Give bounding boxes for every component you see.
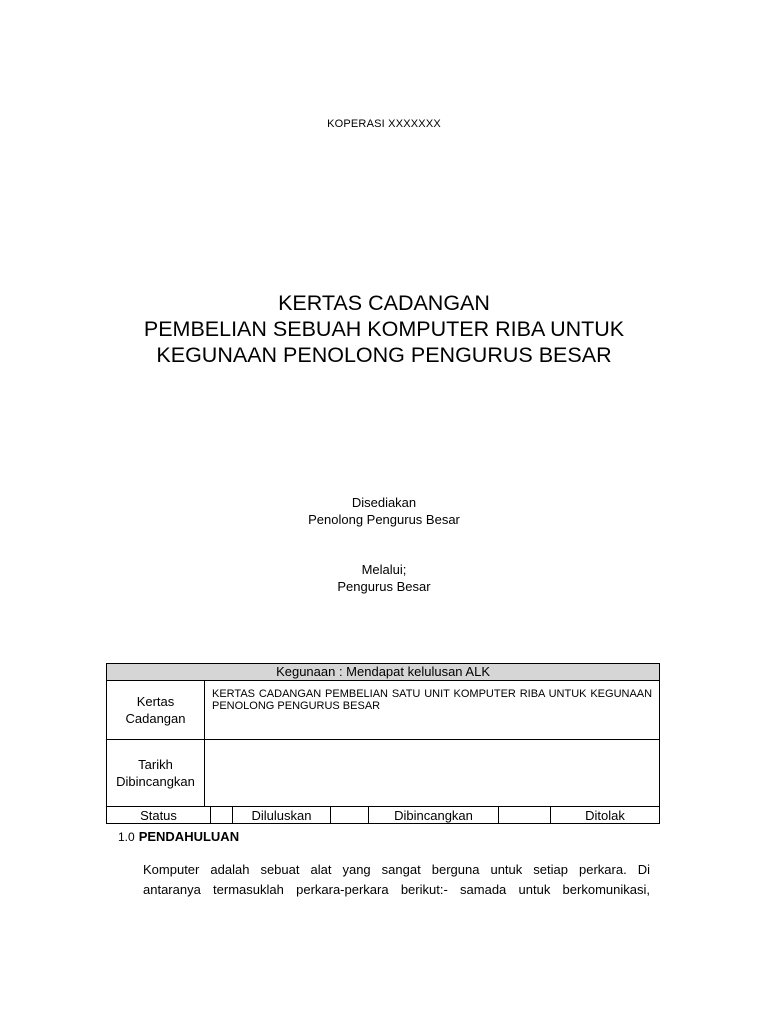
- paper-label-line-2: Cadangan: [125, 711, 186, 726]
- date-label: [107, 740, 205, 807]
- via-label: Melalui;: [361, 562, 407, 577]
- paragraph-line-1: Komputer adalah sebuat alat yang sangat berguna untuk setiap perkara. Di: [143, 862, 650, 877]
- section-title: PENDAHULUAN: [138, 829, 240, 844]
- document-title: [0, 290, 768, 368]
- title-line-1: KERTAS CADANGAN: [278, 291, 490, 315]
- date-label-line-1: Tarikh: [138, 757, 173, 772]
- title-line-2: PEMBELIAN SEBUAH KOMPUTER RIBA UNTUK: [143, 317, 625, 341]
- status-approved-label: Diluluskan: [233, 807, 331, 824]
- date-value[interactable]: [205, 740, 660, 807]
- status-label: Status: [107, 807, 211, 824]
- section-heading: [118, 829, 239, 845]
- via-by: Pengurus Besar: [337, 579, 431, 594]
- status-discussed-label: Dibincangkan: [369, 807, 499, 824]
- status-rejected-label: Ditolak: [551, 807, 660, 824]
- section-number: 1.0: [118, 830, 135, 844]
- prepared-label: Disediakan: [351, 495, 417, 510]
- prepared-by: Penolong Pengurus Besar: [308, 512, 460, 527]
- paragraph-line-2: antaranya termasuklah perkara-perkara berikut:- samada untuk berkomunikasi,: [143, 882, 650, 897]
- status-rejected-checkbox[interactable]: [499, 807, 551, 824]
- paper-label: [107, 681, 205, 740]
- status-discussed-checkbox[interactable]: [331, 807, 369, 824]
- via-block: [0, 561, 768, 595]
- date-label-line-2: Dibincangkan: [116, 774, 195, 789]
- status-approved-checkbox[interactable]: [211, 807, 233, 824]
- paper-value: KERTAS CADANGAN PEMBELIAN SATU UNIT KOMPUTER RIBA UNTUK KEGUNAAN PENOLONG PENGURUS BESAR: [205, 681, 660, 740]
- intro-paragraph: [143, 860, 650, 900]
- title-line-3: KEGUNAAN PENOLONG PENGURUS BESAR: [156, 343, 612, 367]
- prepared-by-block: [0, 494, 768, 528]
- purpose-header: Kegunaan : Mendapat kelulusan ALK: [107, 664, 660, 681]
- organization-name: KOPERASI XXXXXXX: [327, 118, 441, 130]
- paper-label-line-1: Kertas: [136, 694, 175, 709]
- cover-form-table: [106, 663, 660, 824]
